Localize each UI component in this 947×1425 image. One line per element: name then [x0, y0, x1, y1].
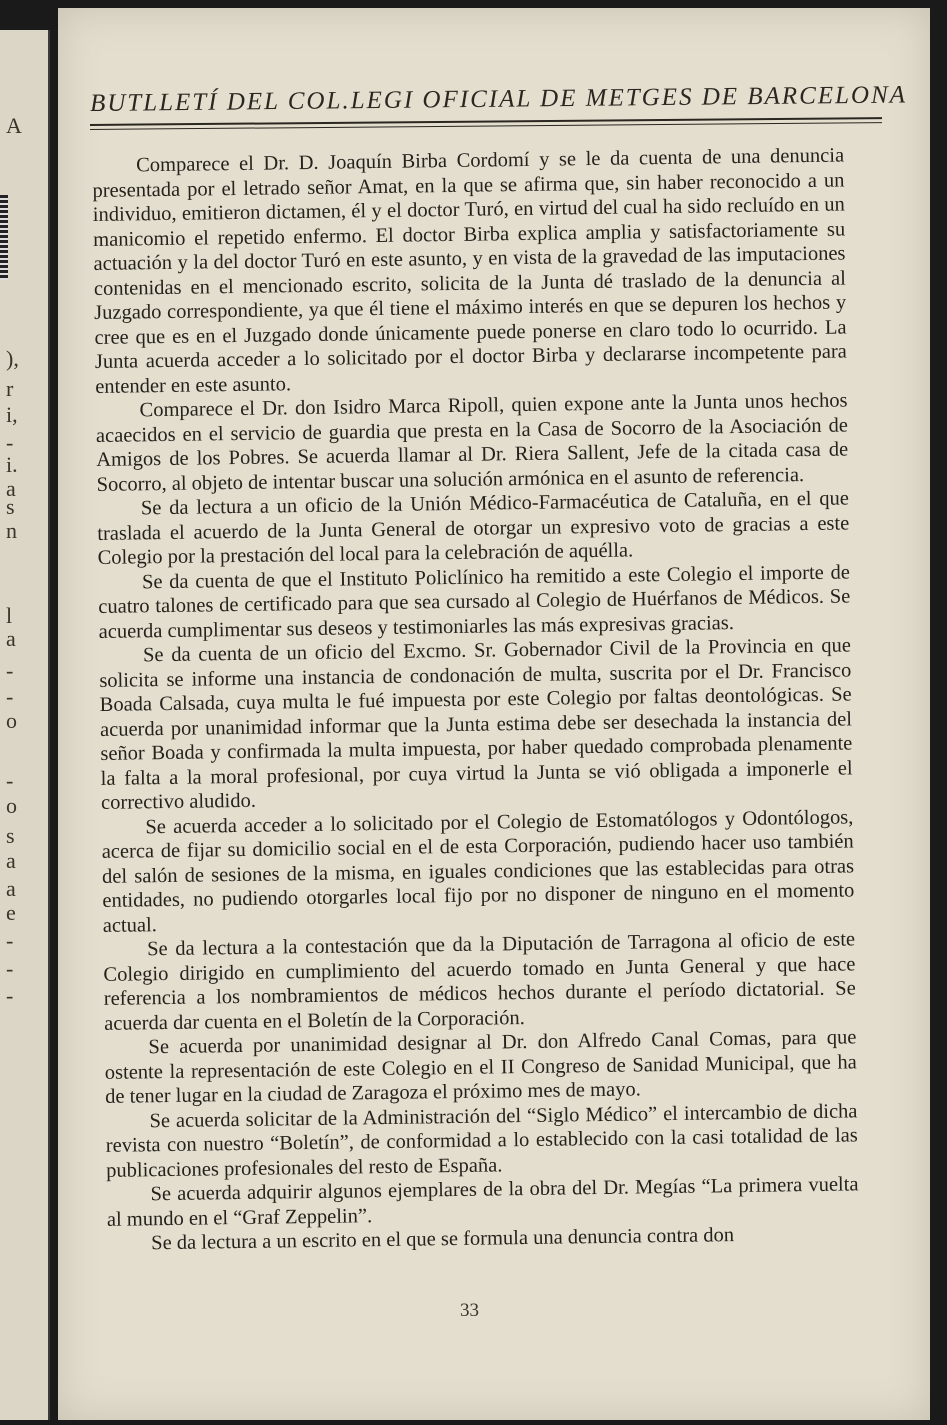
paragraph: Se acuerda acceder a lo solicitado por el Colegio de Estomatólogos y Odontólogos, acerca de fijar su domicilio social en el de esta Corporación, pudiendo hacer uso también del salón de sesiones de la misma, en iguales condiciones que las establecidas para otras entidades, no pudiendo otorgarles local fijo por no disponer de ninguno en el momento actual. [101, 805, 855, 937]
body-text [92, 144, 859, 1257]
previous-page-char: o [6, 793, 17, 818]
previous-page-char: o [6, 708, 17, 733]
previous-page-char: - [6, 768, 14, 793]
previous-page-char: n [6, 518, 17, 543]
document-page [58, 8, 930, 1420]
previous-page-char: a [6, 876, 16, 901]
previous-page-char: s [6, 494, 15, 519]
previous-page-char: - [6, 658, 14, 683]
paragraph: Se da lectura a un escrito en el que se formula una denuncia contra don [151, 1224, 735, 1255]
paragraph: Se acuerda solicitar de la Administración del “Siglo Médico” el intercambio de dicha revista con nuestro “Boletín”, de conformidad a lo establecido con la casi totalidad de las publicaciones profesionales del resto de España. [105, 1099, 858, 1182]
previous-page-char: a [6, 476, 16, 501]
previous-page-char: ), [6, 346, 19, 371]
paragraph: Comparece el Dr. don Isidro Marca Ripoll, quien expone ante la Junta unos hechos acaecidos en el servicio de guardia que presta en la Casa de Socorro de la Asociación de Amigos de los Pobres. Se acuerda llamar al Dr. Riera Sallent, Jefe de la citada casa de Socorro, al objeto de intentar buscar una solución armónica en el asunto de referencia. [95, 389, 849, 496]
paragraph: Se da cuenta de que el Instituto Policlínico ha remitido a este Colegio el importe de cuatro talones de certificado para que sea cursado al Colegio de Huérfanos de Médicos. Se acuerda cumplimentar sus deseos y testimoniarles las más expresivas gracias. [98, 560, 851, 643]
paragraph: Se acuerda adquirir algunos ejemplares de la obra del Dr. Megías “La primera vuelta al mundo en el “Graf Zeppelin”. [106, 1173, 859, 1231]
previous-page-char: i, [6, 402, 18, 427]
previous-page-char: a [6, 626, 16, 651]
paragraph: Se da lectura a la contestación que da la Diputación de Tarragona al oficio de este Colegio dirigido en cumplimiento del acuerdo tomado en Junta General y que hace referencia a los nombramientos de médicos hechos durante el período dictatorial. Se acuerda dar cuenta en el Boletín de la Corporación. [103, 928, 856, 1035]
paragraph: Comparece el Dr. D. Joaquín Birba Cordomí y se le da cuenta de una denuncia presentada por el letrado señor Amat, en la que se afirma que, sin haber reconocido a un individuo, emitieron dictamen, él y el doctor Turó, en virtud del cual ha sido recluído en un manicomio el repetido enfermo. El doctor Birba explica amplia y satisfactoriamente su actuación y la del doctor Turó en este asunto, y en vista de la gravedad de las imputaciones contenidas en el mencionado escrito, solicita de la Junta dé traslado de la denuncia al Juzgado correspondiente, ya que él tiene el máximo interés en que se depuren los hechos y cree que es en el Juzgado donde únicamente puede ponerse en claro todo lo ocurrido. La Junta acuerda acceder a lo solicitado por el doctor Birba y declararse incompetente para entender en este asunto. [92, 144, 847, 398]
page-header: BUTLLETÍ DEL COL.LEGI OFICIAL DE METGES DE BARCELONA [89, 81, 908, 117]
previous-page-char: - [6, 928, 14, 953]
previous-page-char: e [6, 900, 16, 925]
previous-page-char: i. [6, 452, 18, 477]
paragraph: Se da lectura a un oficio de la Unión Médico-Farmacéutica de Cataluña, en el que traslada el acuerdo de la Junta General de otorgar un expresivo voto de gracias a este Colegio por la prestación del local para la celebración de aquélla. [97, 487, 850, 569]
binding-mark [0, 195, 8, 280]
paragraph: Se acuerda por unanimidad designar al Dr. don Alfredo Canal Comas, para que ostente la representación de este Colegio en el II Congreso de Sanidad Municipal, que ha de tener lugar en la ciudad de Zaragoza el próximo mes de mayo. [104, 1026, 857, 1108]
previous-page-char: - [6, 956, 14, 981]
previous-page-char: A [6, 113, 22, 138]
previous-page-char: - [6, 430, 14, 455]
previous-page-char: - [6, 983, 14, 1008]
previous-page-char: - [6, 684, 14, 709]
paragraph: Se da cuenta de un oficio del Excmo. Sr. Gobernador Civil de la Provincia en que solicita se informe una instancia de condonación de multa, suscrita por el Dr. Francisco Boada Calsada, cuya multa le fué impuesta por este Colegio por faltas deontológicas. Se acuerda por unanimidad informar que la Junta estima debe ser desechada la instancia del señor Boada y confirmada la multa impuesta, por haber quedado comprobada plenamente la falta a la moral profesional, por cuya virtud la Junta se vió obligada a imponerle el correctivo aludido. [99, 634, 853, 814]
page-number: 33 [460, 1300, 479, 1321]
previous-page-char: s [6, 823, 15, 848]
previous-page-char: l [6, 603, 13, 628]
previous-page-edge [0, 30, 50, 1420]
previous-page-char: a [6, 848, 16, 873]
previous-page-char: r [6, 376, 14, 401]
